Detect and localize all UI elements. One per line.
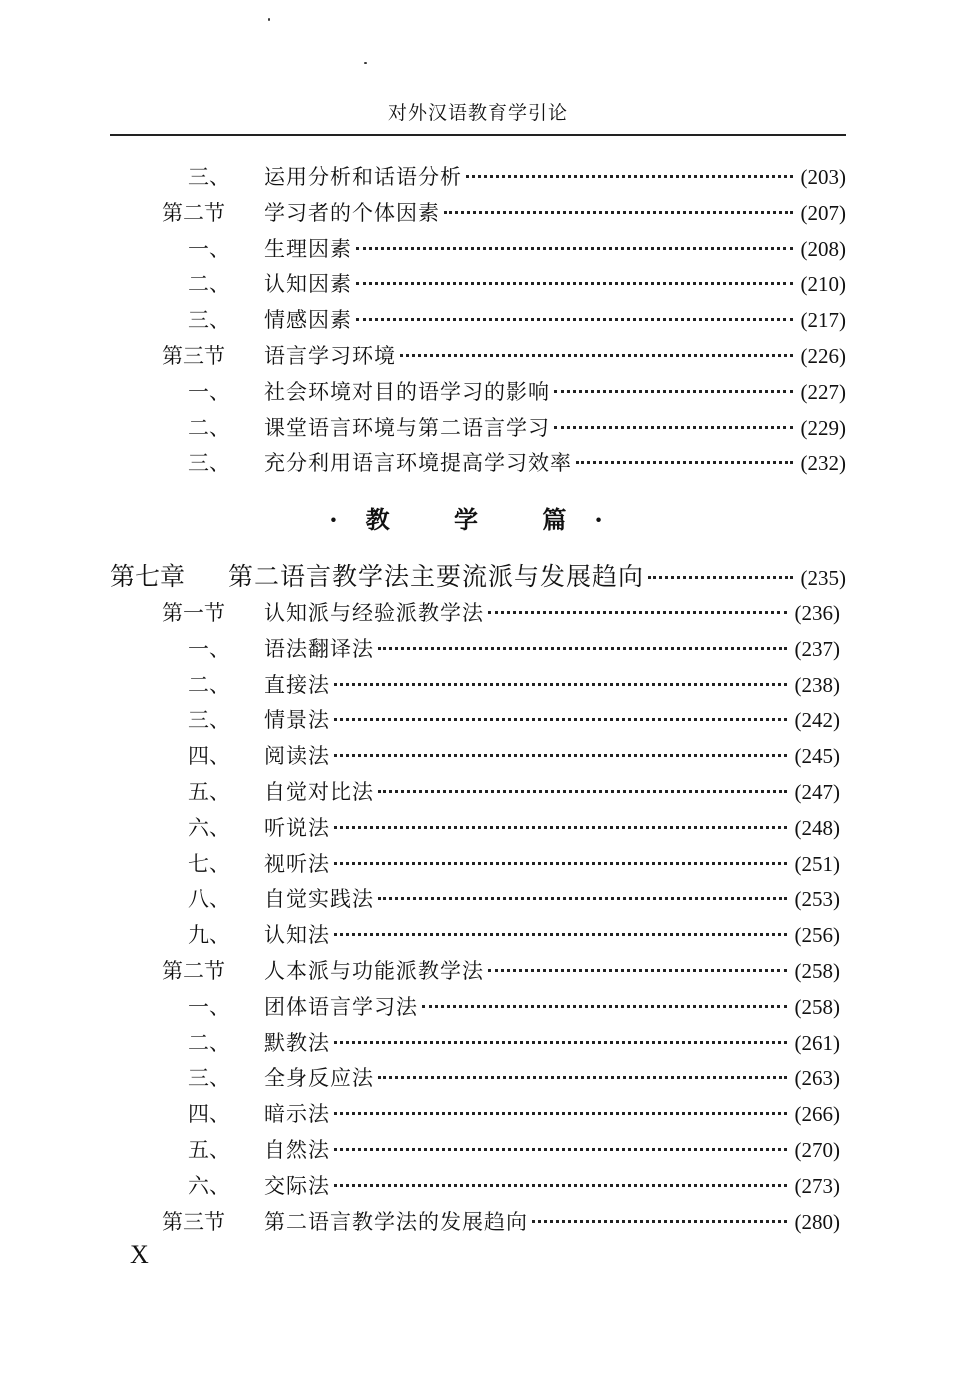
dot-leader [422, 1005, 787, 1008]
entry-page: (237) [794, 636, 840, 661]
entry-number: 五、 [188, 1138, 230, 1162]
entry-page: (270) [794, 1138, 840, 1162]
scan-speck [364, 62, 367, 64]
entry-number: 第二节 [162, 200, 225, 225]
dot-leader [378, 1076, 787, 1079]
entry-number: 九、 [188, 923, 230, 948]
dot-leader [554, 426, 793, 429]
toc-subsection-entry [188, 918, 840, 952]
entry-title: 语法翻译法 [264, 636, 374, 661]
toc-subsection-entry [188, 1026, 840, 1060]
entry-number: 第二节 [162, 959, 225, 983]
entry-page: (263) [794, 1066, 840, 1091]
entry-page: (280) [794, 1209, 840, 1234]
entry-number: 三、 [188, 165, 230, 189]
entry-page: (207) [800, 200, 846, 225]
entry-page: (227) [800, 379, 846, 404]
entry-page: (266) [794, 1102, 840, 1127]
toc-subsection-entry [188, 375, 846, 409]
toc-section-entry [162, 954, 840, 988]
entry-number: 一、 [188, 236, 230, 261]
dot-leader [378, 897, 787, 900]
toc-section-entry [162, 596, 840, 630]
dot-leader [444, 211, 793, 214]
scan-speck [268, 18, 270, 21]
entry-title: 默教法 [264, 1030, 330, 1055]
entry-number: 四、 [188, 744, 230, 769]
dot-leader [334, 683, 787, 686]
entry-number: 第一节 [162, 601, 225, 625]
entry-page: (203) [800, 165, 846, 189]
entry-number: 二、 [188, 415, 230, 440]
entry-number: 二、 [188, 1030, 230, 1055]
entry-page: (236) [794, 601, 840, 625]
entry-number: 三、 [188, 1066, 230, 1091]
entry-number: 一、 [188, 636, 230, 661]
toc-subsection-entry [188, 990, 840, 1024]
entry-page: (258) [794, 994, 840, 1019]
dot-leader [334, 1184, 787, 1187]
entry-number: 第三节 [162, 1209, 225, 1234]
toc-subsection-entry [188, 847, 840, 881]
entry-title: 全身反应法 [264, 1066, 374, 1091]
entry-page: (208) [800, 236, 846, 261]
toc-subsection-entry [188, 739, 840, 773]
running-header [110, 98, 846, 136]
dot-leader [400, 354, 793, 357]
entry-number: 一、 [188, 379, 230, 404]
entry-title: 充分利用语言环境提高学习效率 [264, 451, 572, 476]
entry-number: 七、 [188, 851, 230, 876]
toc-subsection-entry [188, 160, 846, 194]
entry-page: (242) [794, 708, 840, 733]
dot-leader [334, 1112, 787, 1115]
dot-leader [334, 826, 787, 829]
entry-page: (248) [794, 815, 840, 840]
toc-subsection-entry [188, 1061, 840, 1095]
entry-title: 阅读法 [264, 744, 330, 769]
toc-section-entry [162, 1205, 840, 1239]
entry-page: (273) [794, 1173, 840, 1198]
toc-subsection-entry [188, 811, 840, 845]
toc-section-entry [162, 196, 846, 230]
toc-subsection-entry [188, 411, 846, 445]
entry-title: 认知法 [264, 923, 330, 948]
entry-number: 第三节 [162, 344, 225, 368]
dot-leader [334, 1148, 787, 1151]
dot-leader [466, 175, 793, 178]
entry-page: (232) [800, 451, 846, 476]
toc-subsection-entry [188, 882, 840, 916]
entry-number: 二、 [188, 272, 230, 297]
entry-number: 一、 [188, 994, 230, 1019]
dot-leader [334, 754, 787, 757]
entry-page: (251) [794, 851, 840, 876]
toc-subsection-entry [188, 1133, 840, 1167]
section-heading: ·教 学 篇· [329, 505, 631, 534]
dot-leader [334, 1041, 787, 1044]
toc-subsection-entry [188, 775, 840, 809]
chapter-title: 第二语言教学法主要流派与发展趋向 [228, 562, 645, 591]
dot-leader [356, 318, 793, 321]
entry-number: 三、 [188, 708, 230, 733]
entry-title: 认知派与经验派教学法 [264, 601, 484, 625]
entry-title: 听说法 [264, 815, 330, 840]
dot-leader [648, 576, 792, 579]
entry-page: (245) [794, 744, 840, 769]
entry-number: 四、 [188, 1102, 230, 1127]
chapter-number: 第七章 [110, 562, 186, 591]
entry-number: 六、 [188, 1173, 230, 1198]
entry-number: 三、 [188, 308, 230, 333]
toc-subsection-entry [188, 1169, 840, 1203]
dot-leader [488, 969, 787, 972]
chapter-page: (235) [800, 566, 846, 590]
entry-page: (261) [794, 1030, 840, 1055]
toc-section-entry [162, 339, 846, 373]
entry-page: (253) [794, 887, 840, 912]
entry-number: 三、 [188, 451, 230, 476]
entry-page: (256) [794, 923, 840, 948]
entry-title: 认知因素 [264, 272, 352, 297]
toc-subsection-entry [188, 632, 840, 666]
dot-leader [334, 933, 787, 936]
entry-page: (229) [800, 415, 846, 440]
entry-title: 生理因素 [264, 236, 352, 261]
entry-title: 第二语言教学法的发展趋向 [264, 1209, 528, 1234]
entry-title: 情景法 [264, 708, 330, 733]
dot-leader [532, 1220, 787, 1223]
dot-leader [378, 647, 787, 650]
dot-leader [378, 790, 787, 793]
toc-subsection-entry [188, 1097, 840, 1131]
entry-page: (247) [794, 780, 840, 804]
entry-number: 八、 [188, 887, 230, 912]
dot-leader [334, 862, 787, 865]
dot-leader [356, 282, 793, 285]
chapter-entry [110, 560, 846, 594]
entry-title: 自觉对比法 [264, 780, 374, 804]
dot-leader [488, 611, 787, 614]
entry-page: (217) [800, 308, 846, 333]
entry-title: 团体语言学习法 [264, 994, 418, 1019]
entry-title: 直接法 [264, 672, 330, 697]
entry-title: 人本派与功能派教学法 [264, 959, 484, 983]
entry-page: (258) [794, 959, 840, 983]
entry-title: 社会环境对目的语学习的影响 [264, 379, 550, 404]
dot-leader [356, 247, 793, 250]
entry-title: 运用分析和话语分析 [264, 165, 462, 189]
entry-title: 交际法 [264, 1173, 330, 1198]
entry-page: (226) [800, 344, 846, 368]
entry-title: 暗示法 [264, 1102, 330, 1127]
entry-number: 五、 [188, 780, 230, 804]
entry-title: 自觉实践法 [264, 887, 374, 912]
dot-leader [576, 461, 793, 464]
toc-subsection-entry [188, 267, 846, 301]
entry-title: 情感因素 [264, 308, 352, 333]
entry-title: 视听法 [264, 851, 330, 876]
entry-number: 二、 [188, 672, 230, 697]
entry-number: 六、 [188, 815, 230, 840]
page-number: X [130, 1240, 149, 1269]
toc-subsection-entry [188, 446, 846, 480]
entry-title: 课堂语言环境与第二语言学习 [264, 415, 550, 440]
entry-page: (238) [794, 672, 840, 697]
entry-title: 自然法 [264, 1138, 330, 1162]
toc-subsection-entry [188, 232, 846, 266]
entry-title: 语言学习环境 [264, 344, 396, 368]
toc-subsection-entry [188, 668, 840, 702]
entry-page: (210) [800, 272, 846, 297]
toc-subsection-entry [188, 703, 840, 737]
toc-subsection-entry [188, 303, 846, 337]
dot-leader [334, 718, 787, 721]
entry-title: 学习者的个体因素 [264, 200, 440, 225]
dot-leader [554, 390, 793, 393]
book-title: 对外汉语教育学引论 [387, 102, 568, 124]
